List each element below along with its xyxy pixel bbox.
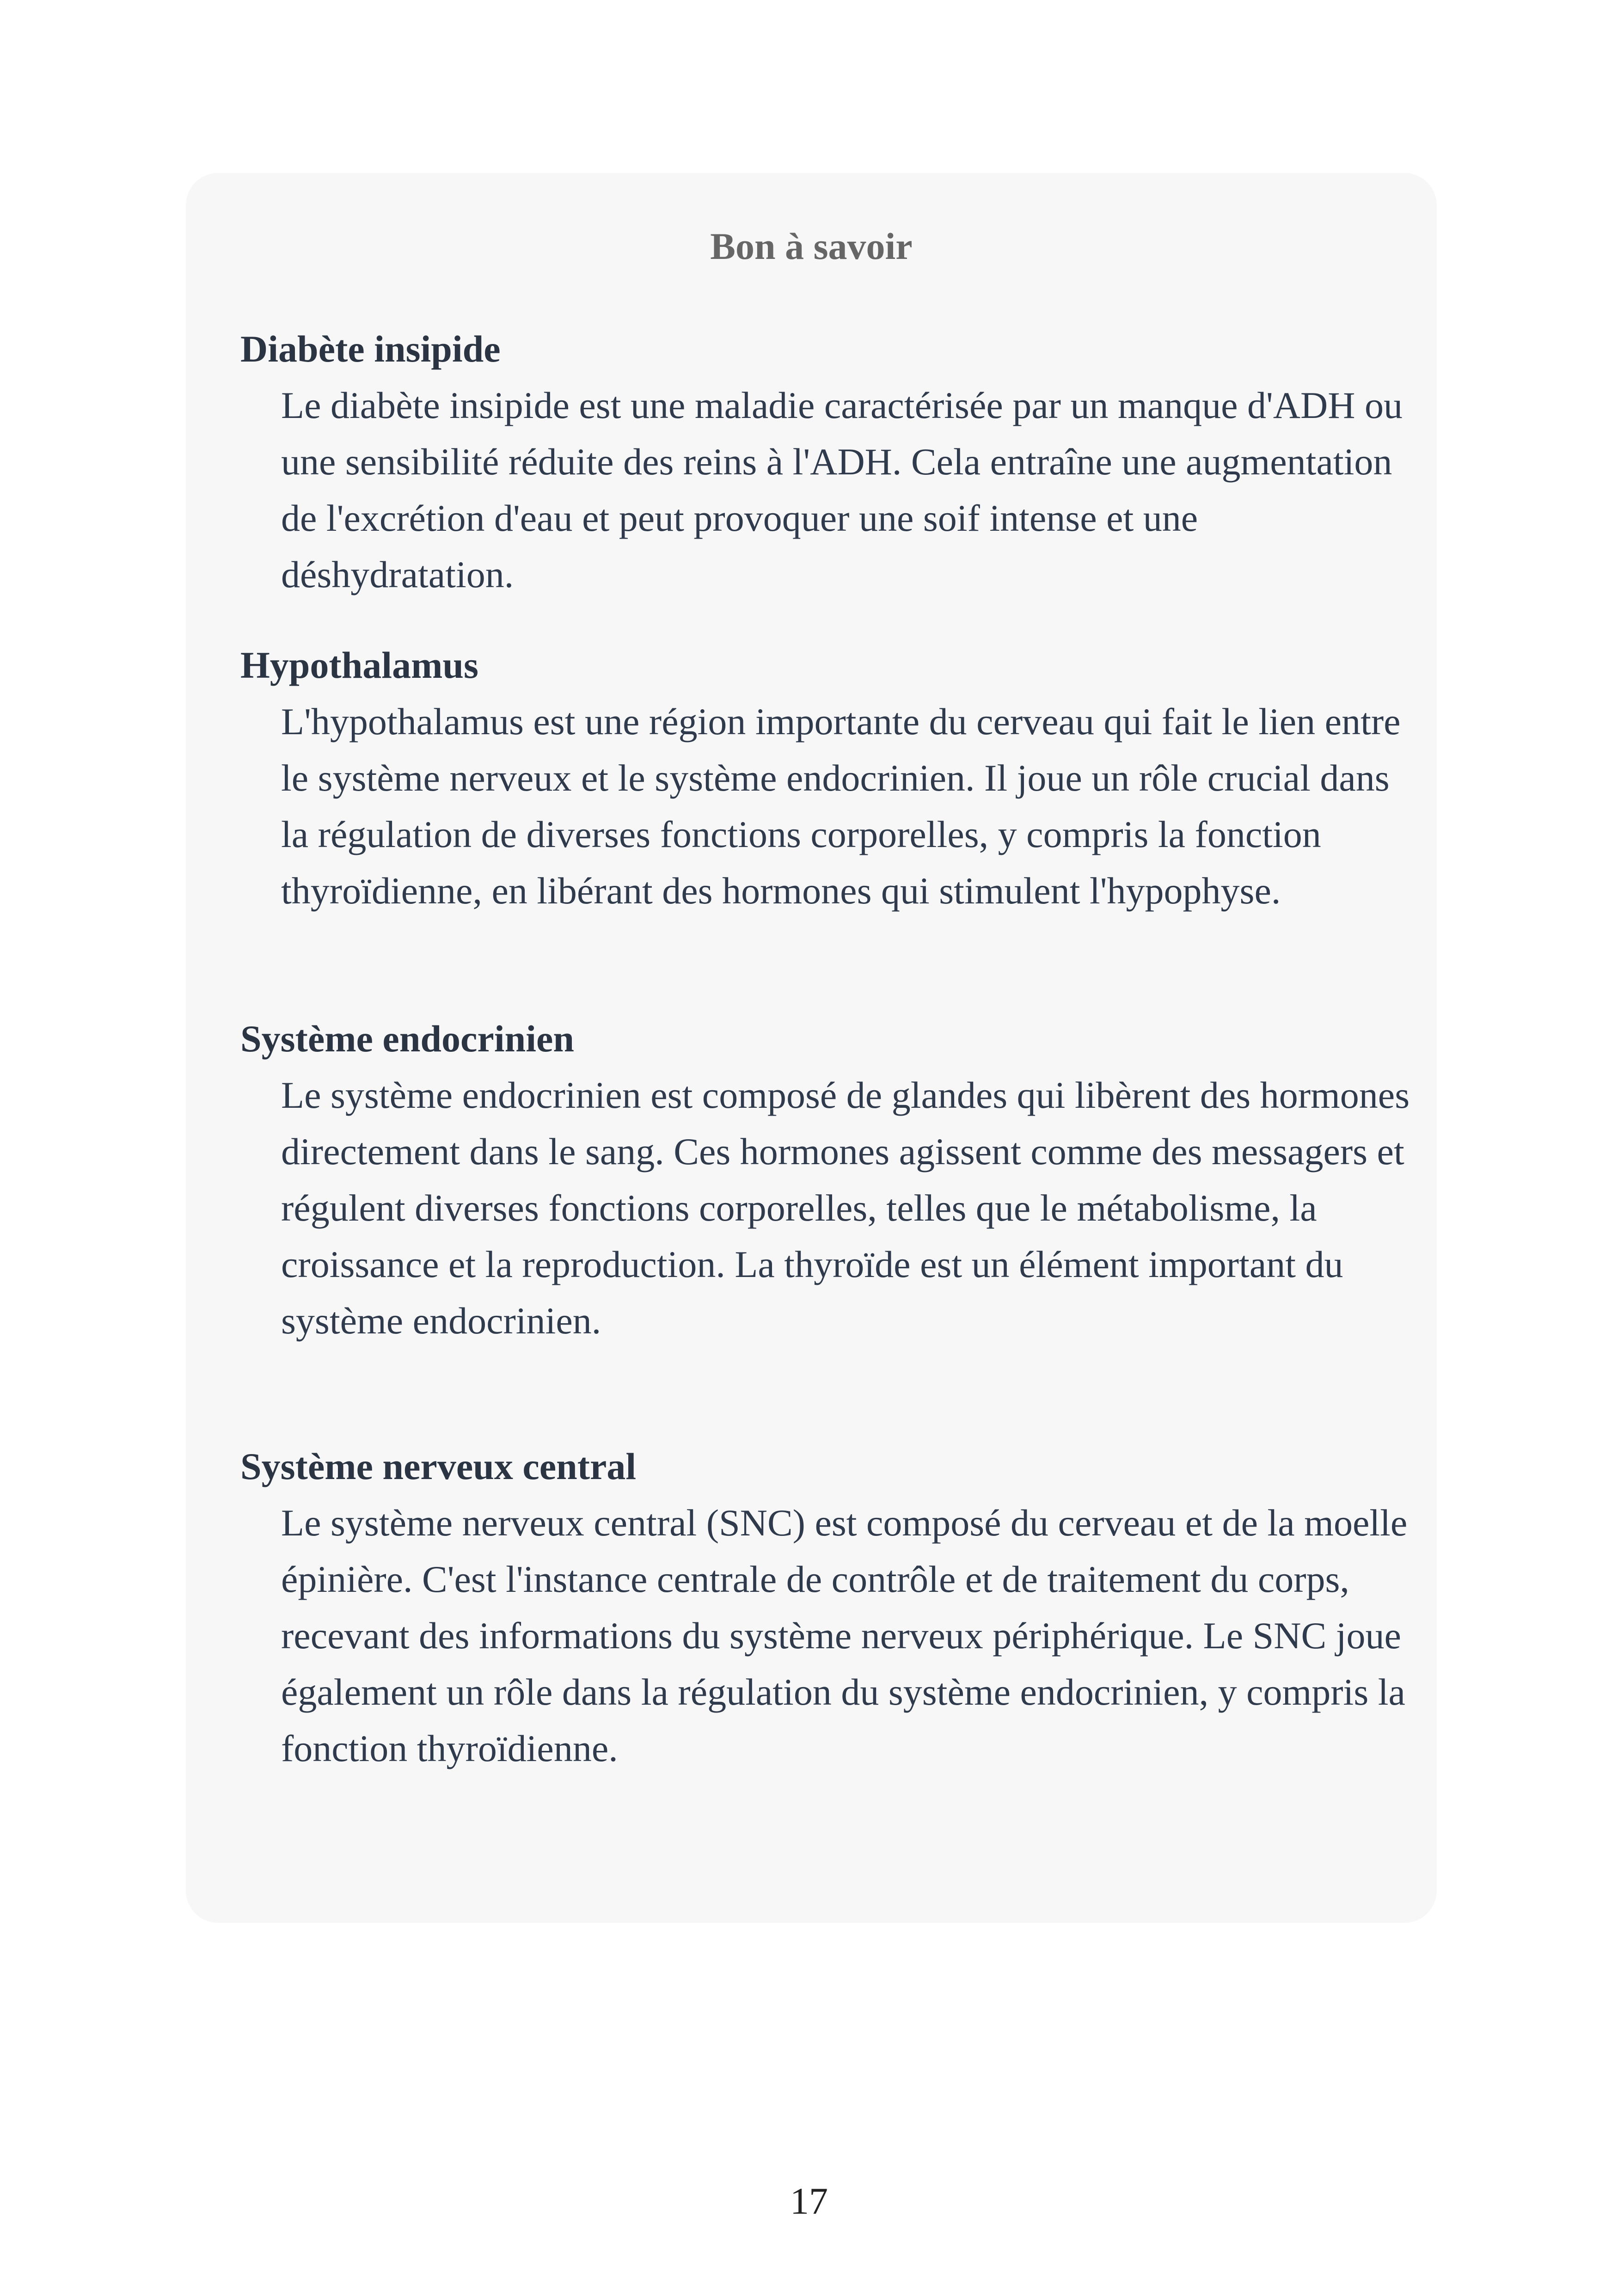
entry-definition: Le système endocrinien est composé de glandes qui libèrent des hormones directement dans le sang. Ces hormones agissent comme des messagers et régulent diverses fonctions corporelles, telles que le métabolisme, la croissance et la reproduction. La thyroïde est un élément important du système endocrinien. xyxy=(281,1074,1410,1342)
glossary-entry-systeme-endocrinien xyxy=(240,1011,1415,1349)
entry-term: Système endocrinien xyxy=(240,1018,574,1060)
entry-term: Hypothalamus xyxy=(240,644,478,686)
entry-definition: Le diabète insipide est une maladie caractérisée par un manque d'ADH ou une sensibilité réduite des reins à l'ADH. Cela entraîne une augmentation de l'excrétion d'eau et peut provoquer une soif intense et une déshydratation. xyxy=(281,384,1403,595)
entry-definition: Le système nerveux central (SNC) est composé du cerveau et de la moelle épinière. C'est l'instance centrale de contrôle et de traitement du corps, recevant des informations du système nerveux périphérique. Le SNC joue également un rôle dans la régulation du système endocrinien, y compris la fonction thyroïdienne. xyxy=(281,1502,1408,1769)
entry-term: Diabète insipide xyxy=(240,328,501,370)
page-number: 17 xyxy=(790,2180,828,2222)
entry-definition: L'hypothalamus est une région importante du cerveau qui fait le lien entre le système nerveux et le système endocrinien. Il joue un rôle crucial dans la régulation de diverses fonctions corporelles, y compris la fonction thyroïdienne, en libérant des hormones qui stimulent l'hypophyse. xyxy=(281,700,1401,912)
glossary-entry-hypothalamus xyxy=(240,637,1415,919)
box-title: Bon à savoir xyxy=(710,225,913,267)
glossary-entry-diabete-insipide xyxy=(240,321,1415,603)
info-box xyxy=(186,173,1437,1923)
entry-term: Système nerveux central xyxy=(240,1445,637,1487)
glossary-entry-systeme-nerveux-central xyxy=(240,1438,1415,1777)
